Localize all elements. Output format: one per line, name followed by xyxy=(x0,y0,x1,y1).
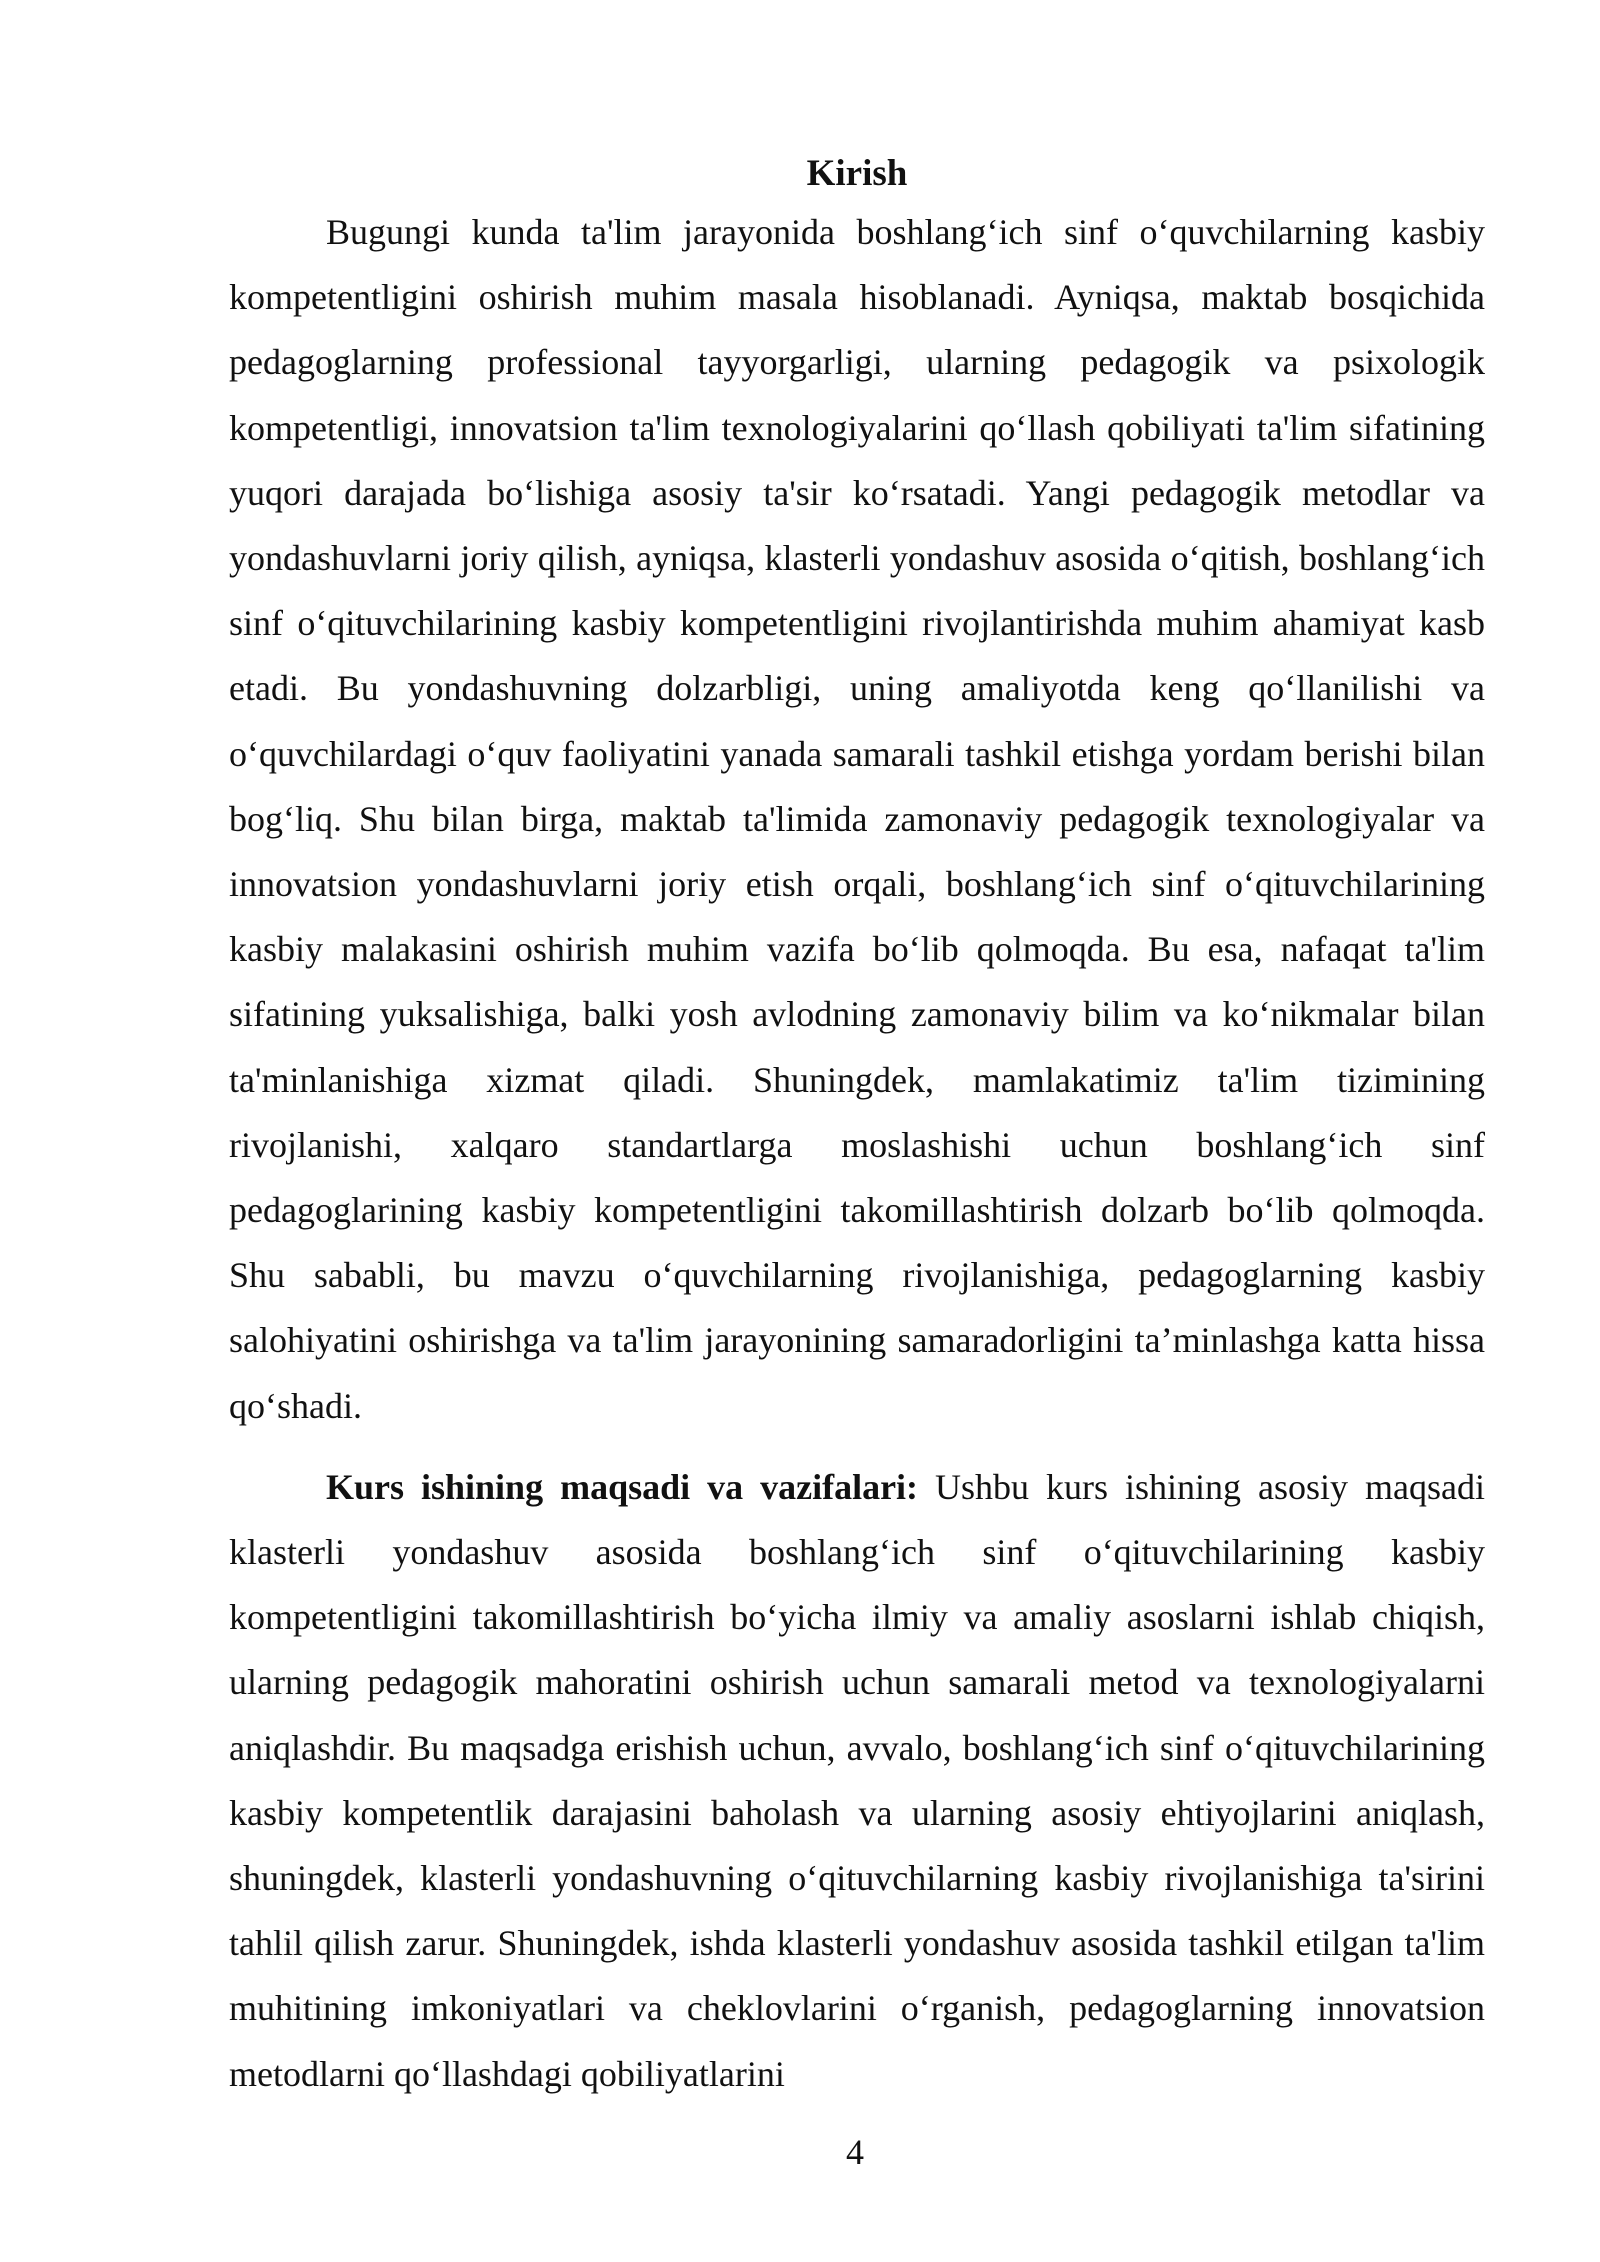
paragraph-introduction xyxy=(229,200,1485,1439)
paragraph-goals xyxy=(229,1455,1485,2107)
section-heading: Kirish xyxy=(806,153,908,194)
page-number: 4 xyxy=(846,2132,864,2172)
page-body xyxy=(229,148,1485,2107)
paragraph-text: Ushbu kurs ishining asosiy maqsadi klasterli yondashuv asosida boshlang‘ich sinf o‘qituvchilarining kasbiy kompetentligini takomillashtirish bo‘yicha ilmiy va amaliy asoslarni ishlab chiqish, ularning pedagogik mahoratini oshirish uchun samarali metod va texnologiyalarni aniqlashdir. Bu maqsadga erishish uchun, avvalo, boshlang‘ich sinf o‘qituvchilarining kasbiy kompetentlik darajasini baholash va ularning asosiy ehtiyojlarini aniqlash, shuningdek, klasterli yondashuvning o‘qituvchilarning kasbiy rivojlanishiga ta'sirini tahlil qilish zarur. Shuningdek, ishda klasterli yondashuv asosida tashkil etilgan ta'lim muhitining imkoniyatlari va cheklovlarini o‘rganish, pedagoglarning innovatsion metodlarni qo‘llashdagi qobiliyatlarini xyxy=(229,1466,1485,2094)
paragraph-text: Bugungi kunda ta'lim jarayonida boshlang‘ich sinf o‘quvchilarning kasbiy kompetentligini oshirish muhim masala hisoblanadi. Ayniqsa, maktab bosqichida pedagoglarning professional tayyorgarligi, ularning pedagogik va psixologik kompetentligi, innovatsion ta'lim texnologiyalarini qo‘llash qobiliyati ta'lim sifatining yuqori darajada bo‘lishiga asosiy ta'sir ko‘rsatadi. Yangi pedagogik metodlar va yondashuvlarni joriy qilish, ayniqsa, klasterli yondashuv asosida o‘qitish, boshlang‘ich sinf o‘qituvchilarining kasbiy kompetentligini rivojlantirishda muhim ahamiyat kasb etadi. Bu yondashuvning dolzarbligi, uning amaliyotda keng qo‘llanilishi va o‘quvchilardagi o‘quv faoliyatini yanada samarali tashkil etishga yordam berishi bilan bog‘liq. Shu bilan birga, maktab ta'limida zamonaviy pedagogik texnologiyalar va innovatsion yondashuvlarni joriy etish orqali, boshlang‘ich sinf o‘qituvchilarining kasbiy malakasini oshirish muhim vazifa bo‘lib qolmoqda. Bu esa, nafaqat ta'lim sifatining yuksalishiga, balki yosh avlodning zamonaviy bilim va ko‘nikmalar bilan ta'minlanishiga xizmat qiladi. Shuningdek, mamlakatimiz ta'lim tizimining rivojlanishi, xalqaro standartlarga moslashishi uchun boshlang‘ich sinf pedagoglarining kasbiy kompetentligini takomillashtirish dolzarb bo‘lib qolmoqda. Shu sababli, bu mavzu o‘quvchilarning rivojlanishiga, pedagoglarning kasbiy salohiyatini oshirishga va ta'lim jarayonining samaradorligini ta’minlashga katta hissa qo‘shadi. xyxy=(229,212,1485,1426)
paragraph-lead: Kurs ishining maqsadi va vazifalari: xyxy=(326,1466,919,1507)
